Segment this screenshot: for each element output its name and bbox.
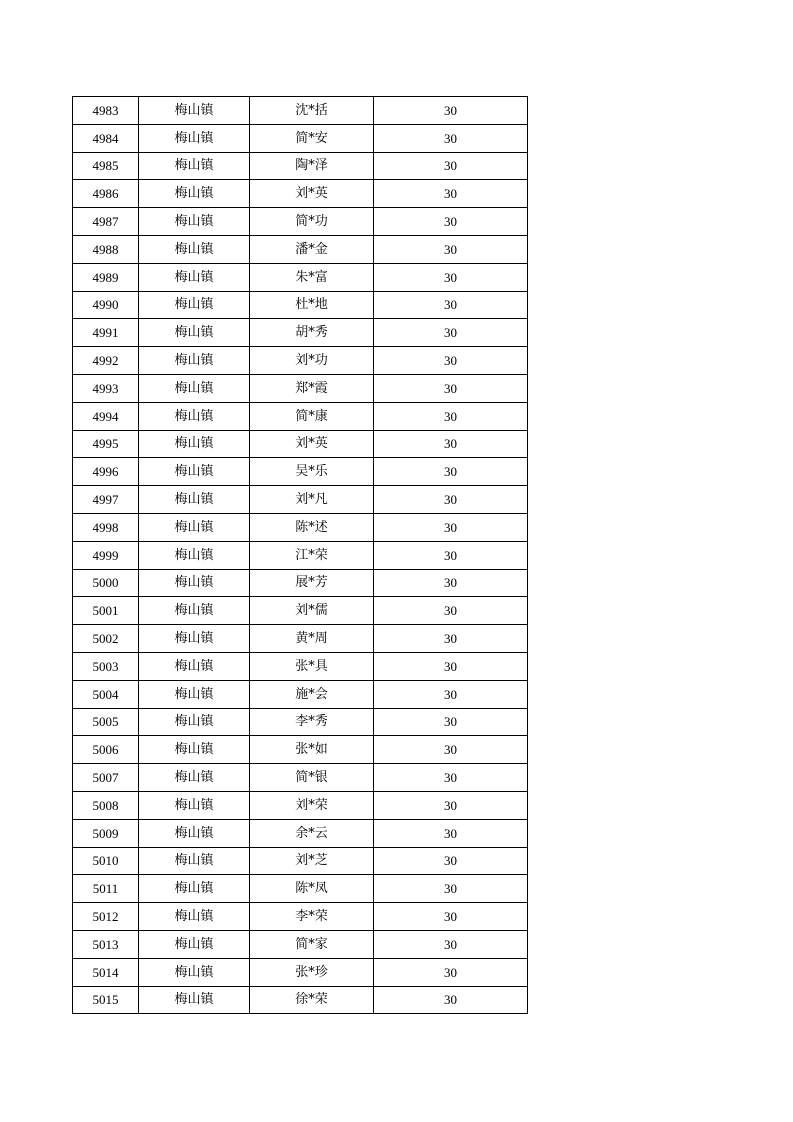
row-number-cell: 5004 (73, 680, 139, 708)
person-name-cell: 余*云 (250, 819, 374, 847)
person-name-cell: 刘*功 (250, 347, 374, 375)
town-cell: 梅山镇 (139, 402, 250, 430)
amount-cell: 30 (374, 791, 528, 819)
town-cell: 梅山镇 (139, 430, 250, 458)
town-cell: 梅山镇 (139, 486, 250, 514)
table-row (73, 930, 528, 958)
person-name-cell: 刘*凡 (250, 486, 374, 514)
person-name-cell: 李*秀 (250, 708, 374, 736)
person-name-cell: 吴*乐 (250, 458, 374, 486)
person-name-cell: 朱*富 (250, 263, 374, 291)
amount-cell: 30 (374, 208, 528, 236)
table-row (73, 652, 528, 680)
person-name-cell: 杜*地 (250, 291, 374, 319)
table-row (73, 235, 528, 263)
table-row (73, 402, 528, 430)
row-number-cell: 5014 (73, 958, 139, 986)
amount-cell: 30 (374, 97, 528, 125)
table-row (73, 208, 528, 236)
row-number-cell: 4994 (73, 402, 139, 430)
row-number-cell: 5000 (73, 569, 139, 597)
town-cell: 梅山镇 (139, 319, 250, 347)
amount-cell: 30 (374, 819, 528, 847)
amount-cell: 30 (374, 430, 528, 458)
town-cell: 梅山镇 (139, 458, 250, 486)
amount-cell: 30 (374, 708, 528, 736)
table-row (73, 708, 528, 736)
row-number-cell: 4992 (73, 347, 139, 375)
table-row (73, 625, 528, 653)
row-number-cell: 4984 (73, 124, 139, 152)
town-cell: 梅山镇 (139, 97, 250, 125)
table-row (73, 347, 528, 375)
table-row (73, 847, 528, 875)
row-number-cell: 4989 (73, 263, 139, 291)
row-number-cell: 5006 (73, 736, 139, 764)
amount-cell: 30 (374, 847, 528, 875)
amount-cell: 30 (374, 513, 528, 541)
row-number-cell: 5005 (73, 708, 139, 736)
person-name-cell: 简*银 (250, 764, 374, 792)
amount-cell: 30 (374, 597, 528, 625)
table-row (73, 124, 528, 152)
row-number-cell: 4995 (73, 430, 139, 458)
amount-cell: 30 (374, 152, 528, 180)
row-number-cell: 5009 (73, 819, 139, 847)
row-number-cell: 5008 (73, 791, 139, 819)
town-cell: 梅山镇 (139, 569, 250, 597)
table-row (73, 152, 528, 180)
row-number-cell: 4998 (73, 513, 139, 541)
person-name-cell: 李*荣 (250, 903, 374, 931)
amount-cell: 30 (374, 374, 528, 402)
table-row (73, 97, 528, 125)
person-name-cell: 陈*凤 (250, 875, 374, 903)
person-name-cell: 刘*英 (250, 430, 374, 458)
row-number-cell: 4986 (73, 180, 139, 208)
person-name-cell: 刘*芝 (250, 847, 374, 875)
row-number-cell: 4991 (73, 319, 139, 347)
person-name-cell: 简*安 (250, 124, 374, 152)
person-name-cell: 江*荣 (250, 541, 374, 569)
amount-cell: 30 (374, 903, 528, 931)
town-cell: 梅山镇 (139, 347, 250, 375)
roster-table (72, 96, 528, 1014)
amount-cell: 30 (374, 986, 528, 1014)
table-row (73, 513, 528, 541)
row-number-cell: 4985 (73, 152, 139, 180)
town-cell: 梅山镇 (139, 152, 250, 180)
town-cell: 梅山镇 (139, 513, 250, 541)
row-number-cell: 4999 (73, 541, 139, 569)
person-name-cell: 胡*秀 (250, 319, 374, 347)
row-number-cell: 5003 (73, 652, 139, 680)
person-name-cell: 沈*括 (250, 97, 374, 125)
town-cell: 梅山镇 (139, 986, 250, 1014)
person-name-cell: 施*会 (250, 680, 374, 708)
row-number-cell: 4983 (73, 97, 139, 125)
town-cell: 梅山镇 (139, 625, 250, 653)
person-name-cell: 张*珍 (250, 958, 374, 986)
amount-cell: 30 (374, 402, 528, 430)
town-cell: 梅山镇 (139, 875, 250, 903)
amount-cell: 30 (374, 541, 528, 569)
amount-cell: 30 (374, 625, 528, 653)
table-row (73, 263, 528, 291)
person-name-cell: 陈*述 (250, 513, 374, 541)
table-row (73, 680, 528, 708)
row-number-cell: 4993 (73, 374, 139, 402)
table-row (73, 180, 528, 208)
table-row (73, 541, 528, 569)
town-cell: 梅山镇 (139, 764, 250, 792)
town-cell: 梅山镇 (139, 374, 250, 402)
town-cell: 梅山镇 (139, 930, 250, 958)
town-cell: 梅山镇 (139, 263, 250, 291)
person-name-cell: 刘*儒 (250, 597, 374, 625)
row-number-cell: 5010 (73, 847, 139, 875)
person-name-cell: 潘*金 (250, 235, 374, 263)
table-row (73, 958, 528, 986)
table-row (73, 597, 528, 625)
town-cell: 梅山镇 (139, 652, 250, 680)
amount-cell: 30 (374, 319, 528, 347)
table-row (73, 736, 528, 764)
row-number-cell: 4997 (73, 486, 139, 514)
table-row (73, 374, 528, 402)
table-row (73, 458, 528, 486)
amount-cell: 30 (374, 291, 528, 319)
amount-cell: 30 (374, 736, 528, 764)
amount-cell: 30 (374, 930, 528, 958)
town-cell: 梅山镇 (139, 208, 250, 236)
town-cell: 梅山镇 (139, 291, 250, 319)
person-name-cell: 张*具 (250, 652, 374, 680)
table-row (73, 791, 528, 819)
row-number-cell: 5007 (73, 764, 139, 792)
amount-cell: 30 (374, 652, 528, 680)
person-name-cell: 刘*荣 (250, 791, 374, 819)
amount-cell: 30 (374, 458, 528, 486)
row-number-cell: 4987 (73, 208, 139, 236)
table-row (73, 875, 528, 903)
amount-cell: 30 (374, 124, 528, 152)
amount-cell: 30 (374, 764, 528, 792)
row-number-cell: 4990 (73, 291, 139, 319)
table-row (73, 319, 528, 347)
row-number-cell: 4996 (73, 458, 139, 486)
row-number-cell: 5012 (73, 903, 139, 931)
person-name-cell: 郑*霞 (250, 374, 374, 402)
town-cell: 梅山镇 (139, 180, 250, 208)
town-cell: 梅山镇 (139, 958, 250, 986)
person-name-cell: 张*如 (250, 736, 374, 764)
amount-cell: 30 (374, 875, 528, 903)
town-cell: 梅山镇 (139, 736, 250, 764)
amount-cell: 30 (374, 958, 528, 986)
row-number-cell: 5013 (73, 930, 139, 958)
person-name-cell: 黄*周 (250, 625, 374, 653)
amount-cell: 30 (374, 680, 528, 708)
person-name-cell: 陶*泽 (250, 152, 374, 180)
amount-cell: 30 (374, 347, 528, 375)
person-name-cell: 简*家 (250, 930, 374, 958)
amount-cell: 30 (374, 180, 528, 208)
amount-cell: 30 (374, 263, 528, 291)
person-name-cell: 展*芳 (250, 569, 374, 597)
row-number-cell: 5001 (73, 597, 139, 625)
roster-table-body (73, 97, 528, 1014)
person-name-cell: 简*康 (250, 402, 374, 430)
amount-cell: 30 (374, 486, 528, 514)
row-number-cell: 5015 (73, 986, 139, 1014)
town-cell: 梅山镇 (139, 680, 250, 708)
town-cell: 梅山镇 (139, 791, 250, 819)
table-row (73, 986, 528, 1014)
amount-cell: 30 (374, 235, 528, 263)
table-row (73, 486, 528, 514)
table-row (73, 430, 528, 458)
row-number-cell: 5002 (73, 625, 139, 653)
row-number-cell: 5011 (73, 875, 139, 903)
town-cell: 梅山镇 (139, 235, 250, 263)
table-row (73, 764, 528, 792)
town-cell: 梅山镇 (139, 597, 250, 625)
table-row (73, 291, 528, 319)
town-cell: 梅山镇 (139, 541, 250, 569)
town-cell: 梅山镇 (139, 847, 250, 875)
town-cell: 梅山镇 (139, 708, 250, 736)
person-name-cell: 徐*荣 (250, 986, 374, 1014)
town-cell: 梅山镇 (139, 124, 250, 152)
table-row (73, 819, 528, 847)
table-row (73, 569, 528, 597)
table-row (73, 903, 528, 931)
person-name-cell: 简*功 (250, 208, 374, 236)
town-cell: 梅山镇 (139, 903, 250, 931)
amount-cell: 30 (374, 569, 528, 597)
person-name-cell: 刘*英 (250, 180, 374, 208)
row-number-cell: 4988 (73, 235, 139, 263)
town-cell: 梅山镇 (139, 819, 250, 847)
